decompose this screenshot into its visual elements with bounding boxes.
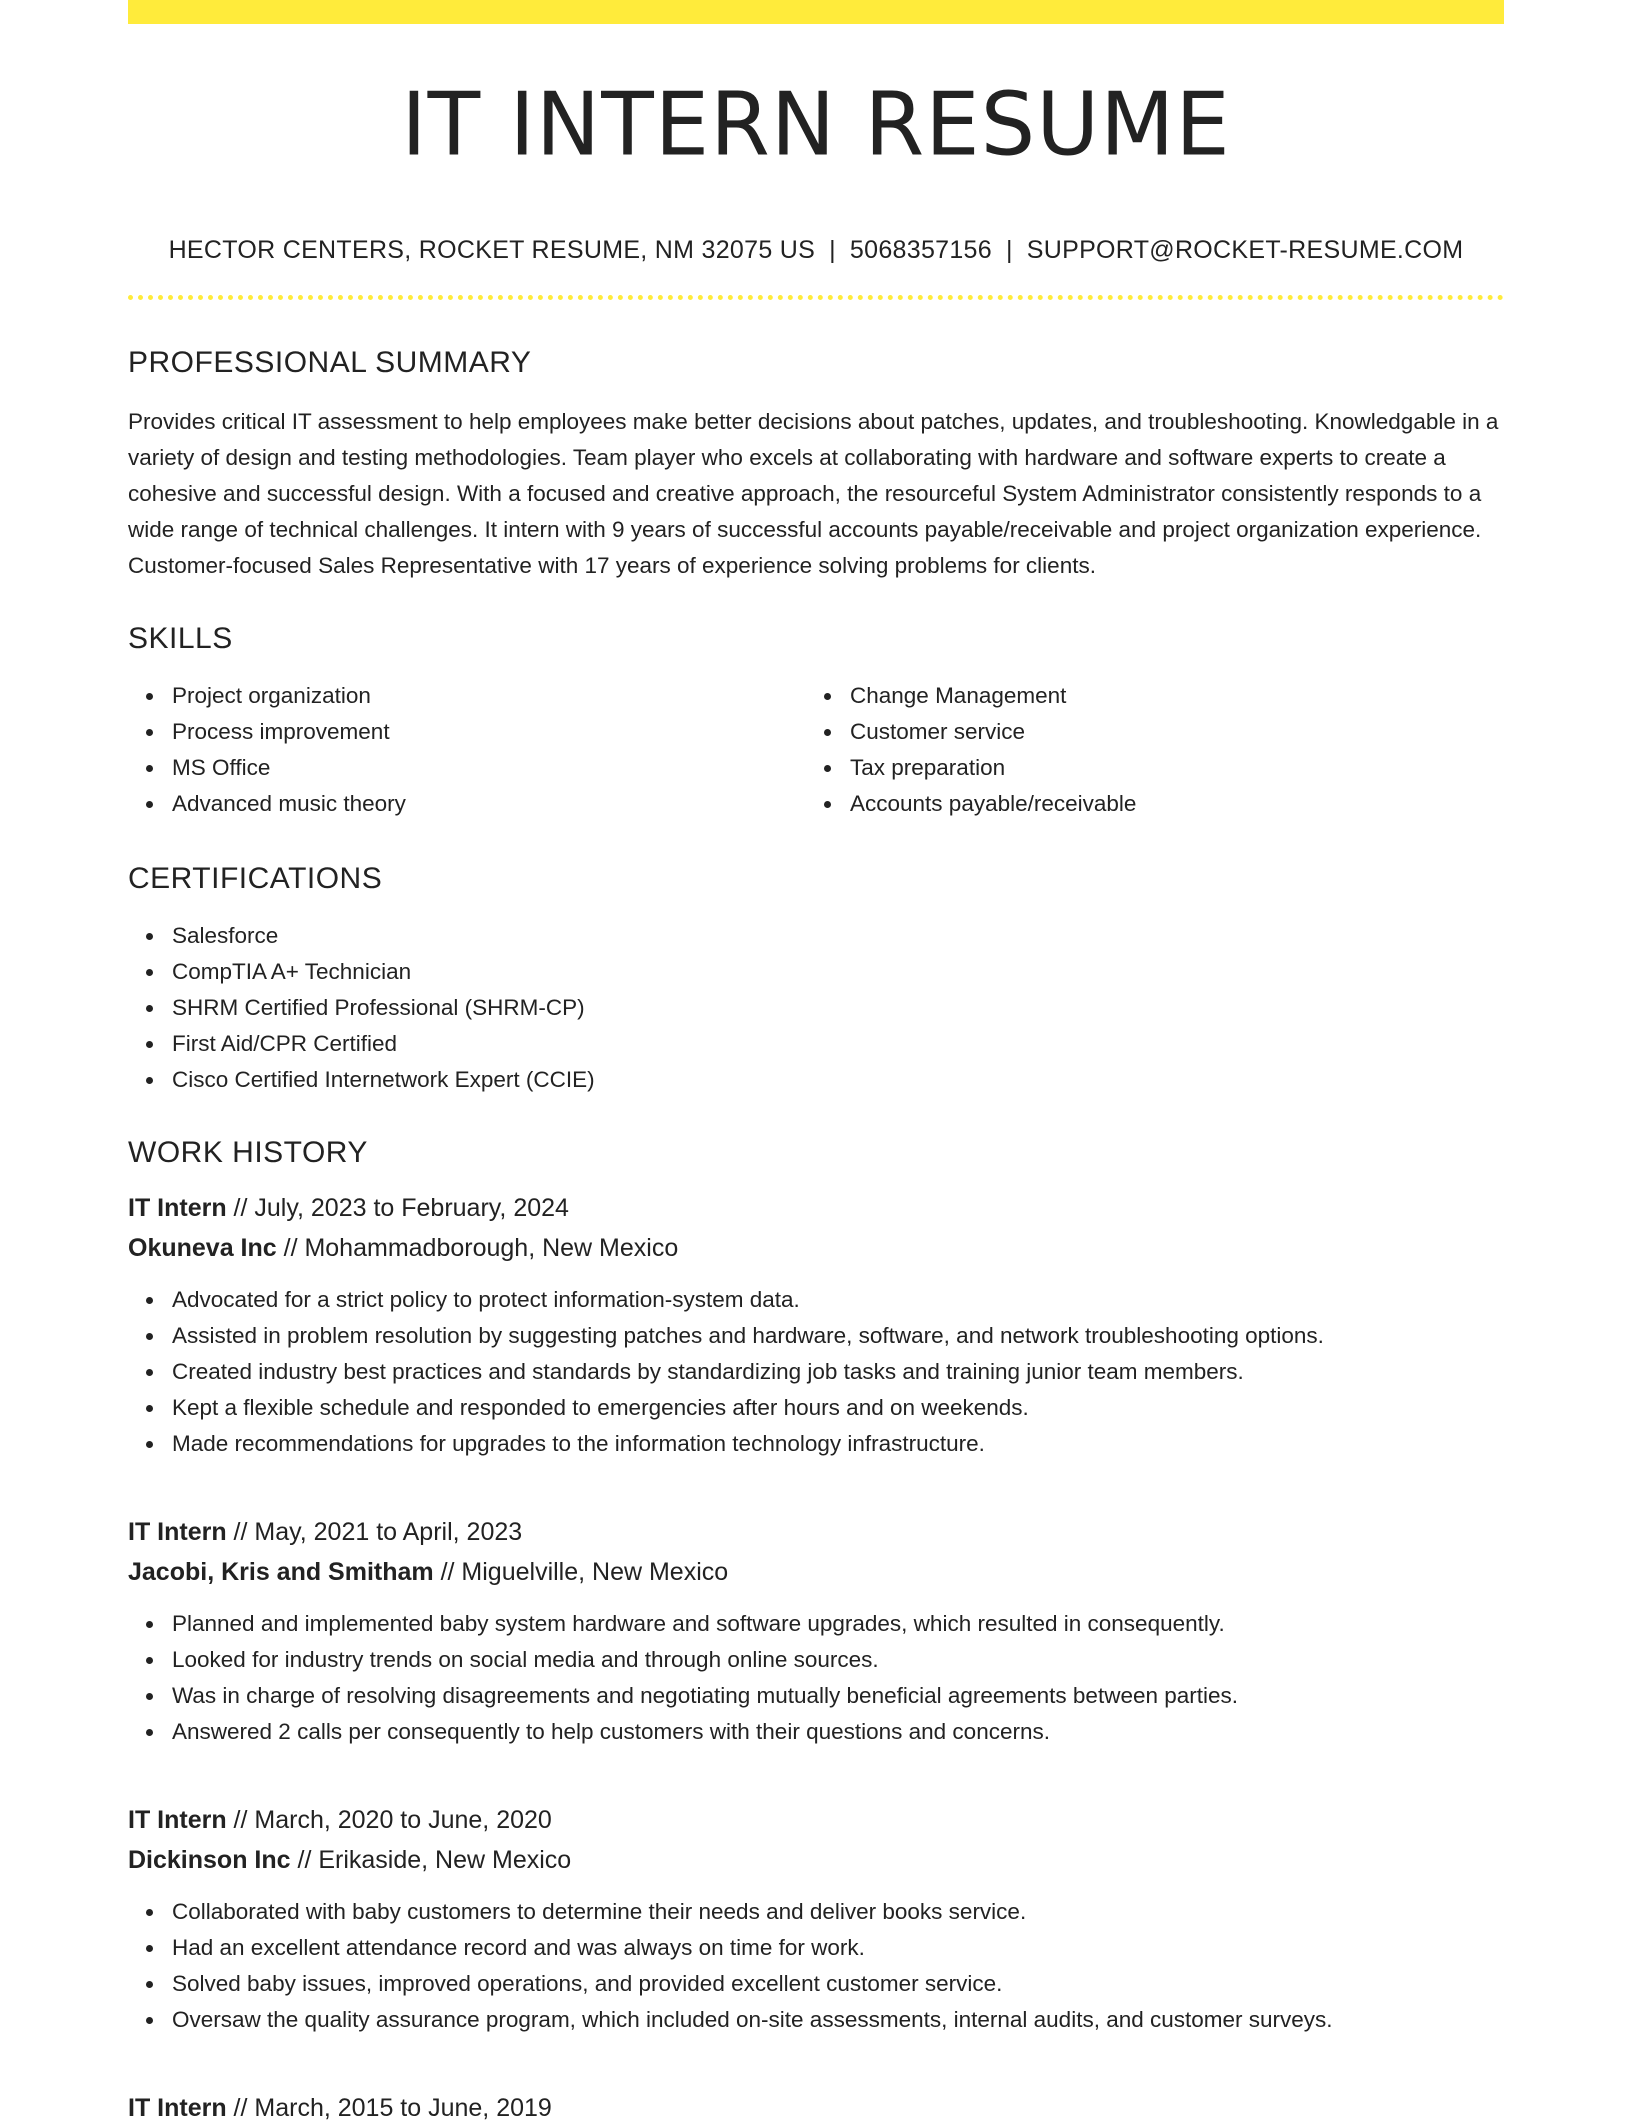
job-entry [128,2088,1504,2128]
job-bullet: Collaborated with baby customers to determine their needs and deliver books service. [172,1894,1504,1930]
job-bullet: Kept a flexible schedule and responded to emergencies after hours and on weekends. [172,1390,1504,1426]
skill-item: Tax preparation [850,750,1484,786]
contact-email: SUPPORT@ROCKET-RESUME.COM [1026,236,1464,264]
skills-heading: SKILLS [128,622,233,655]
work-history-heading: WORK HISTORY [128,1136,368,1169]
job-bullet: Solved baby issues, improved operations, and provided excellent customer service. [172,1966,1504,2002]
job-bullet: Planned and implemented baby system hardware and software upgrades, which resulted in consequently. [172,1606,1504,1642]
certifications-heading: CERTIFICATIONS [128,862,383,895]
job-entry [128,1188,1504,1462]
skill-item: Project organization [172,678,806,714]
resume-title: IT INTERN RESUME [401,74,1231,176]
certification-item: First Aid/CPR Certified [172,1026,1504,1062]
resume-page [128,0,1504,2128]
skill-item: Advanced music theory [172,786,806,822]
job-bullets [128,1282,1504,1462]
skill-item: Process improvement [172,714,806,750]
job-company: Dickinson Inc [128,1846,291,1874]
certification-item: CompTIA A+ Technician [172,954,1504,990]
job-bullet: Had an excellent attendance record and was always on time for work. [172,1930,1504,1966]
skills-grid [128,678,1504,822]
job-bullet: Made recommendations for upgrades to the information technology infrastructure. [172,1426,1504,1462]
contact-line [128,236,1504,265]
certification-item: Salesforce [172,918,1504,954]
job-bullet: Oversaw the quality assurance program, which included on-site assessments, internal audits, and customer surveys. [172,2002,1504,2038]
job-company-line [128,1228,1504,1268]
job-company: Okuneva Inc [128,1234,277,1262]
job-dates: // May, 2021 to April, 2023 [226,1518,523,1546]
job-company-line [128,1840,1504,1880]
contact-phone: 5068357156 [849,236,992,264]
job-title: IT Intern [128,1806,227,1834]
skill-item: Change Management [850,678,1484,714]
skills-column-right [806,678,1484,822]
job-dates: // July, 2023 to February, 2024 [226,1194,569,1222]
job-dates: // March, 2015 to June, 2019 [226,2094,552,2122]
job-dates: // March, 2020 to June, 2020 [226,1806,552,1834]
dotted-divider [128,295,1504,300]
summary-heading: PROFESSIONAL SUMMARY [128,346,532,379]
skill-item: MS Office [172,750,806,786]
job-title-line [128,1800,1504,1840]
contact-separator: | [1005,236,1013,264]
job-company: Jacobi, Kris and Smitham [128,1558,434,1586]
job-title: IT Intern [128,2094,227,2122]
job-location: // Miguelville, New Mexico [433,1558,729,1586]
job-entry [128,1800,1504,2038]
job-title-line [128,2088,1504,2128]
job-title: IT Intern [128,1518,227,1546]
job-bullet: Looked for industry trends on social media and through online sources. [172,1642,1504,1678]
job-bullet: Answered 2 calls per consequently to help customers with their questions and concerns. [172,1714,1504,1750]
job-bullets [128,1894,1504,2038]
job-bullet: Assisted in problem resolution by suggesting patches and hardware, software, and network troubleshooting options. [172,1318,1504,1354]
job-bullet: Was in charge of resolving disagreements and negotiating mutually beneficial agreements between parties. [172,1678,1504,1714]
job-title-line [128,1512,1504,1552]
skill-item: Accounts payable/receivable [850,786,1484,822]
job-entry [128,1512,1504,1750]
accent-top-bar [128,0,1504,24]
contact-separator: | [829,236,836,264]
job-bullets [128,1606,1504,1750]
certification-item: Cisco Certified Internetwork Expert (CCIE) [172,1062,1504,1098]
skills-column-left [128,678,806,822]
job-title-line [128,1188,1504,1228]
contact-address: HECTOR CENTERS, ROCKET RESUME, NM 32075 US [168,236,816,264]
job-location: // Erikaside, New Mexico [290,1846,572,1874]
job-bullet: Advocated for a strict policy to protect information-system data. [172,1282,1504,1318]
certifications-list [128,918,1504,1098]
summary-text: Provides critical IT assessment to help employees make better decisions about patches, updates, and troubleshooting. Knowledgable in a variety of design and testing methodologies. Team player who excels at collaborating with hardware and software experts to create a cohesive and successful design. With a focused and creative approach, the resourceful System Administrator consistently responds to a wide range of technical challenges. It intern with 9 years of successful accounts payable/receivable and project organization experience. Customer-focused Sales Representative with 17 years of experience solving problems for clients. [128,409,1499,578]
skill-item: Customer service [850,714,1484,750]
job-bullet: Created industry best practices and standards by standardizing job tasks and training junior team members. [172,1354,1504,1390]
job-title: IT Intern [128,1194,227,1222]
job-company-line [128,1552,1504,1592]
certification-item: SHRM Certified Professional (SHRM-CP) [172,990,1504,1026]
job-location: // Mohammadborough, New Mexico [276,1234,679,1262]
